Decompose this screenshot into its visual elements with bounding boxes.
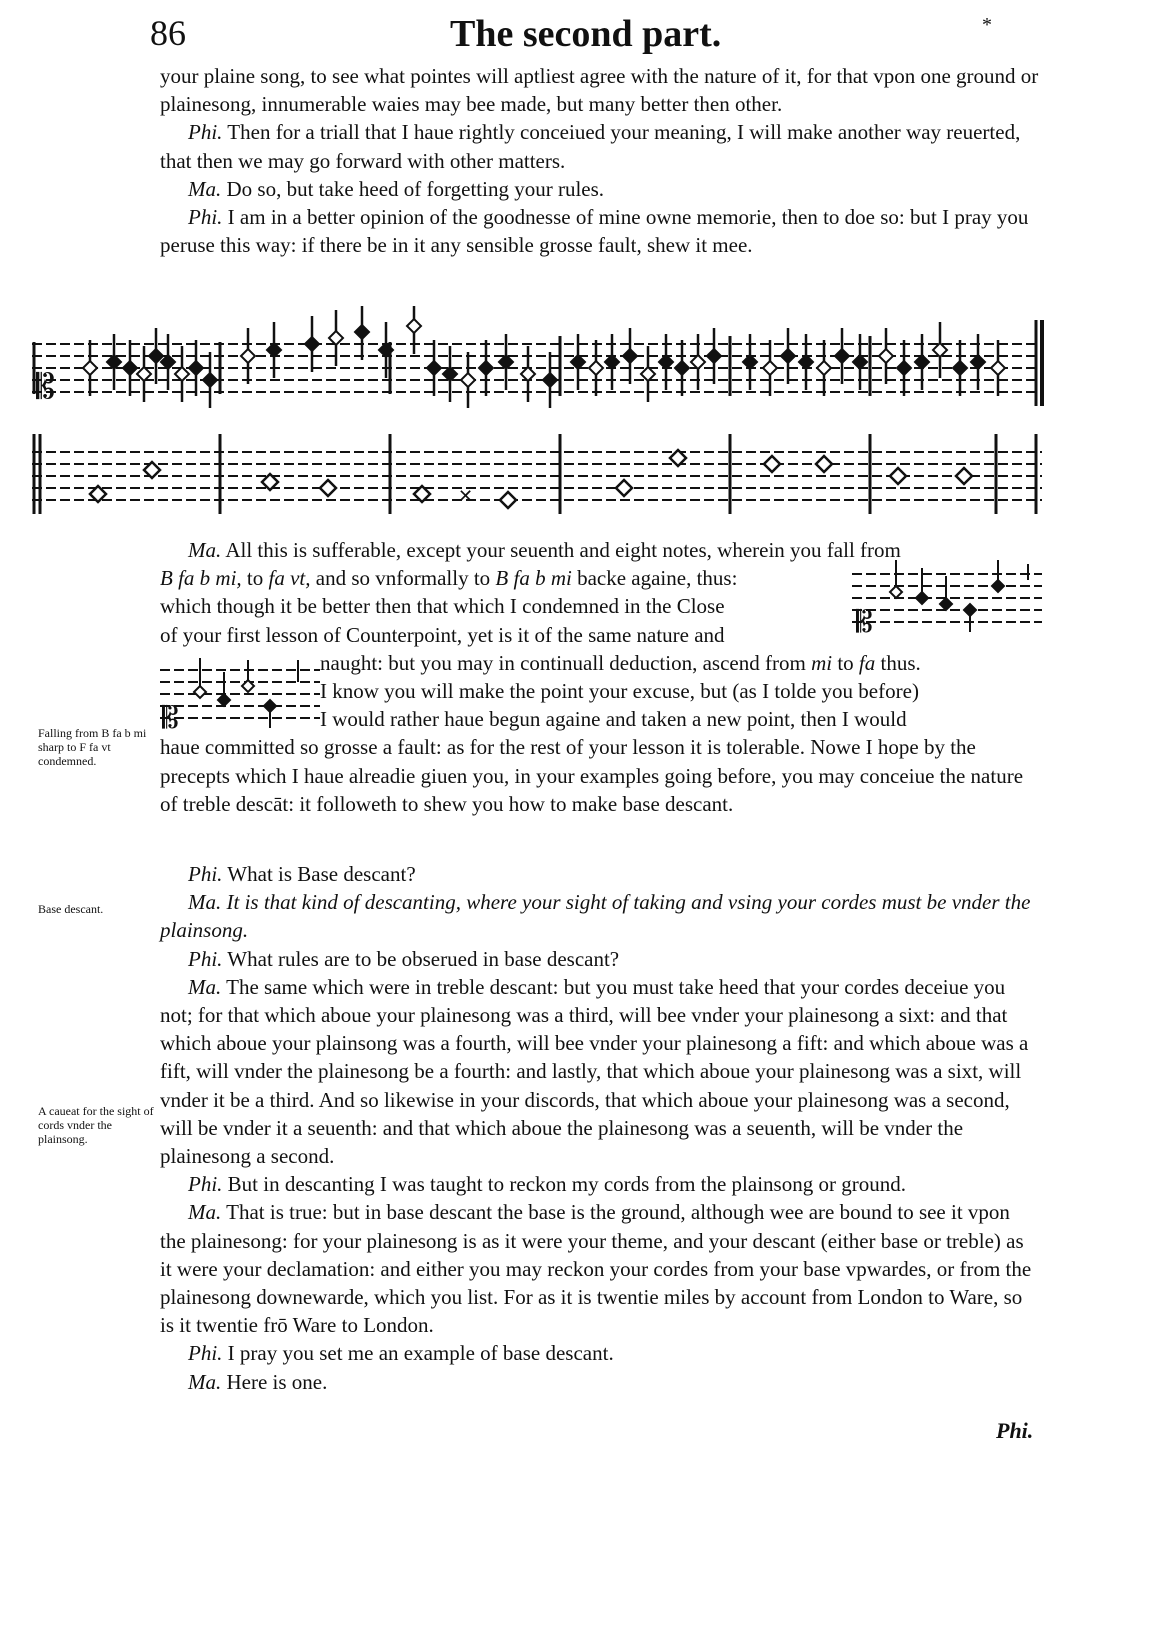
- italic-term: B fa b mi: [495, 566, 572, 591]
- text-fragment: to: [241, 566, 269, 591]
- dialogue-text: That is true: but in base descant the base is the ground, although wee are bound to see it vpon the plainesong: for your plainesong is as it were your theme, and your descant (either base or treble) as it were your declamation: and either you may reckon your cordes from your base vpwardes, or from the plainesong downewarde, which you list. For as it is twentie miles by account from London to Ware, so is it twentie frō Ware to London.: [160, 1200, 1032, 1338]
- italic-term: fa: [858, 650, 876, 675]
- sharp-sign: ✕: [458, 486, 474, 506]
- speaker-label: Ma.: [188, 1200, 222, 1225]
- paragraph: [160, 1170, 1040, 1198]
- speaker-label: Ma.: [188, 1369, 222, 1394]
- paragraph: [160, 1339, 1040, 1367]
- margin-note: Falling from B fa b mi sharp to F fa vt condemned.: [38, 726, 147, 768]
- italic-term: fa vt,: [268, 566, 311, 591]
- dialogue-text: I am in a better opinion of the goodnesse of mine owne memorie, then to doe so: but I pray you peruse this way: if there be in it any sensible grosse fault, shew it mee.: [160, 205, 1029, 258]
- text-fragment: thus.: [875, 650, 921, 675]
- text-fragment: naught: but you may in continuall deduction, ascend from: [320, 650, 812, 675]
- paragraph: [160, 945, 1040, 973]
- speaker-label: Phi.: [188, 862, 223, 886]
- dialogue-text: Then for a triall that I haue rightly conceiued your meaning, I will make another way reuerted, that then we may go forward with other matters.: [160, 120, 1021, 173]
- text-line: [160, 564, 848, 592]
- page-number: 86: [150, 13, 186, 53]
- text-block-bottom: [160, 860, 1040, 1396]
- paragraph: [160, 888, 1040, 944]
- svg-text:𝄡: 𝄡: [36, 367, 55, 407]
- text-block-middle: [160, 536, 1040, 818]
- paragraph: your plaine song, to see what pointes will aptliest agree with the nature of it, for that vpon one ground or plainesong, innumerable waies may bee made, but many better then other.: [160, 64, 1039, 117]
- text-fragment: backe againe, thus:: [571, 566, 738, 591]
- text-block-top: [160, 62, 1040, 259]
- running-title: The second part.: [450, 13, 722, 55]
- text-fragment: to: [832, 650, 859, 675]
- dialogue-text: All this is sufferable, except your seuenth and eight notes, wherein you fall from: [225, 538, 901, 562]
- speaker-label: Ma.: [188, 974, 222, 999]
- paragraph: [160, 175, 1040, 203]
- paragraph: [160, 1198, 1040, 1339]
- text-fragment: and so vnformally to: [310, 566, 496, 591]
- plainsong-staff-example: [30, 424, 1050, 524]
- text-line: which though it be better then that which I condemned in the Close: [160, 594, 725, 619]
- dialogue-text: Here is one.: [226, 1369, 328, 1394]
- margin-note: A caueat for the sight of cords vnder the plainsong.: [38, 1104, 154, 1146]
- speaker-label: Phi.: [188, 1172, 223, 1197]
- page-header: [150, 12, 1030, 58]
- text-line: I know you will make the point your excuse, but (as I tolde you before): [320, 679, 919, 704]
- speaker-label: Ma.: [188, 538, 222, 562]
- speaker-label: Phi.: [188, 120, 223, 145]
- dialogue-text: Do so, but take heed of forgetting your rules.: [226, 176, 605, 201]
- catchword: Phi.: [996, 1418, 1034, 1443]
- speaker-label: Phi.: [188, 205, 223, 230]
- dialogue-text: The same which were in treble descant: but you must take heed that your cordes deceiue you not; for that which aboue your plainesong was a third, will bee vnder your plainesong a sixt: and that which aboue your plainsong was a fourth, will bee vnder your plainesong a fift: and which aboue was a fift, will vnder the plainesong be a fourth: and lastly, that which aboue your plainesong was a sixt, will vnder it be a third. And so likewise in your discords, that which aboue your plainesong was a second, will be vnder it a seuenth: and that which aboue the plainesong was a seuenth, will be vnder the plainesong a second.: [160, 974, 1029, 1169]
- italic-term: mi: [811, 650, 833, 675]
- text-line: [320, 649, 1040, 677]
- dialogue-text: What is Base descant?: [227, 862, 416, 886]
- ornament-mark: *: [982, 14, 992, 36]
- speaker-label: Ma.: [188, 890, 222, 915]
- margin-note: Base descant.: [38, 902, 104, 916]
- text-line: [160, 536, 1040, 564]
- speaker-label: Phi.: [188, 1341, 223, 1366]
- speaker-label: Phi.: [188, 946, 223, 971]
- dialogue-text: It is that kind of descanting, where your sight of taking and vsing your cordes must be vnder the plainsong.: [160, 890, 1031, 943]
- dialogue-text: But in descanting I was taught to reckon my cords from the plainsong or ground.: [227, 1172, 906, 1197]
- paragraph: [160, 1368, 1040, 1396]
- paragraph: haue committed so grosse a fault: as for the rest of your lesson it is tolerable. Nowe I hope by the precepts which I haue alreadie giuen you, in your examples going before, you may conceiue the nature of treble descāt: it followeth to shew you how to make base descant.: [160, 735, 1024, 816]
- svg-text:𝄡: 𝄡: [162, 702, 179, 730]
- paragraph: [160, 973, 1040, 1170]
- svg-text:𝄡: 𝄡: [856, 606, 873, 634]
- paragraph: [160, 860, 1040, 888]
- speaker-label: Ma.: [188, 176, 222, 201]
- text-line: of your first lesson of Counterpoint, yet is it of the same nature and: [160, 622, 725, 647]
- italic-term: B fa b mi,: [160, 566, 242, 591]
- dialogue-text: What rules are to be obserued in base descant?: [227, 946, 620, 971]
- dialogue-text: I pray you set me an example of base descant.: [227, 1341, 614, 1366]
- treble-staff-example: [30, 306, 1050, 416]
- text-line: I would rather haue begun againe and taken a new point, then I would: [320, 707, 907, 732]
- paragraph: [160, 203, 1040, 259]
- paragraph: [160, 118, 1040, 174]
